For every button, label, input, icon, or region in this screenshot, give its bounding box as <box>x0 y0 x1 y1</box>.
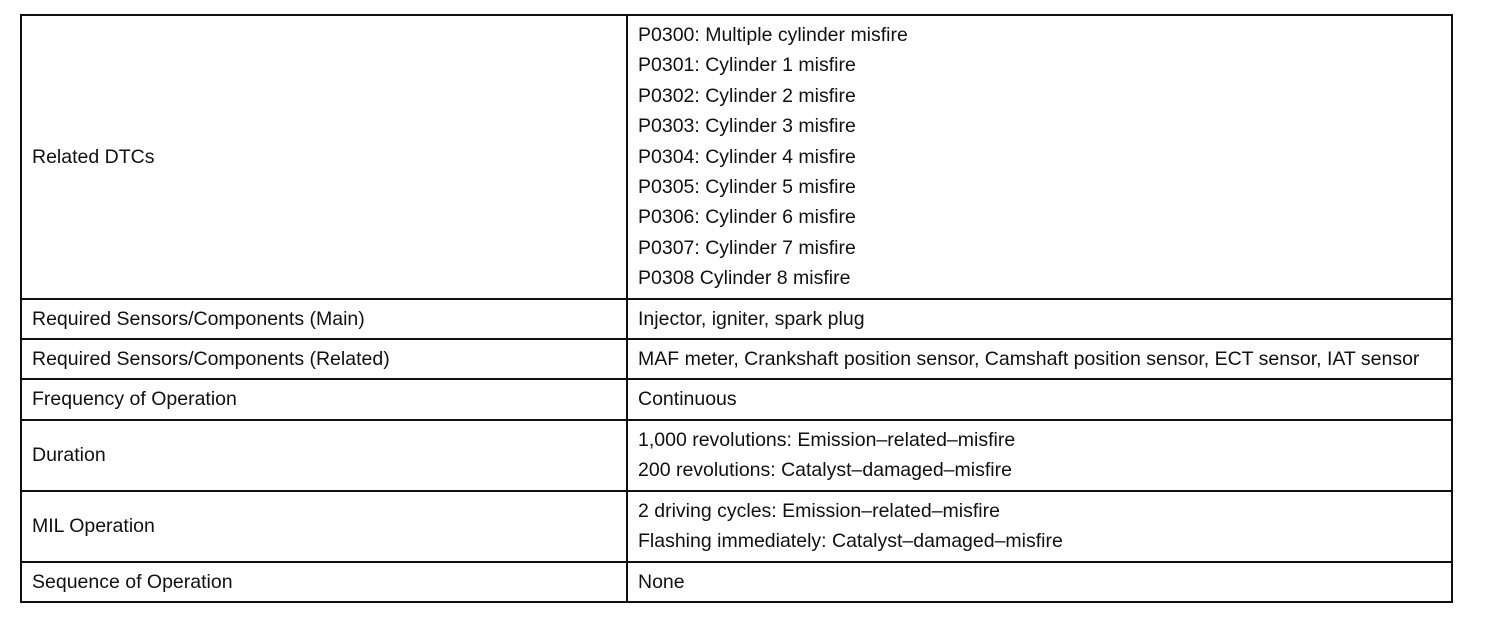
value-line: Injector, igniter, spark plug <box>638 307 865 330</box>
dtc-line: P0301: Cylinder 1 misfire <box>638 54 856 77</box>
dtc-line: P0307: Cylinder 7 misfire <box>638 236 856 259</box>
row-duration <box>21 420 1452 491</box>
row-value <box>627 379 1452 419</box>
row-value <box>627 299 1452 339</box>
row-label: Required Sensors/Components (Related) <box>21 339 627 379</box>
dtc-line: P0303: Cylinder 3 misfire <box>638 115 856 138</box>
row-label: Sequence of Operation <box>21 562 627 602</box>
row-label: MIL Operation <box>21 491 627 562</box>
dtc-line: P0305: Cylinder 5 misfire <box>638 176 856 199</box>
row-label: Frequency of Operation <box>21 379 627 419</box>
value-line: Flashing immediately: Catalyst–damaged–misfire <box>638 530 1063 553</box>
row-value <box>627 15 1452 299</box>
row-required-main <box>21 299 1452 339</box>
row-required-related <box>21 339 1452 379</box>
row-value <box>627 420 1452 491</box>
row-mil-operation <box>21 491 1452 562</box>
spec-table <box>20 14 1453 603</box>
row-frequency <box>21 379 1452 419</box>
row-value <box>627 339 1452 379</box>
dtc-line: P0304: Cylinder 4 misfire <box>638 145 856 168</box>
row-label: Related DTCs <box>21 15 627 299</box>
value-line: None <box>638 570 685 593</box>
row-label: Duration <box>21 420 627 491</box>
dtc-line: P0306: Cylinder 6 misfire <box>638 206 856 229</box>
dtc-line: P0308 Cylinder 8 misfire <box>638 267 851 290</box>
value-line: 1,000 revolutions: Emission–related–misfire <box>638 428 1016 451</box>
dtc-line: P0300: Multiple cylinder misfire <box>638 24 908 46</box>
row-label: Required Sensors/Components (Main) <box>21 299 627 339</box>
value-line: 200 revolutions: Catalyst–damaged–misfire <box>638 459 1012 482</box>
row-sequence <box>21 562 1452 602</box>
row-related-dtcs <box>21 15 1452 299</box>
row-value <box>627 562 1452 602</box>
value-line: Continuous <box>638 388 737 411</box>
dtc-line: P0302: Cylinder 2 misfire <box>638 84 856 107</box>
value-line: MAF meter, Crankshaft position sensor, Camshaft position sensor, ECT sensor, IAT sensor <box>638 348 1420 371</box>
value-line: 2 driving cycles: Emission–related–misfire <box>638 499 1000 522</box>
row-value <box>627 491 1452 562</box>
